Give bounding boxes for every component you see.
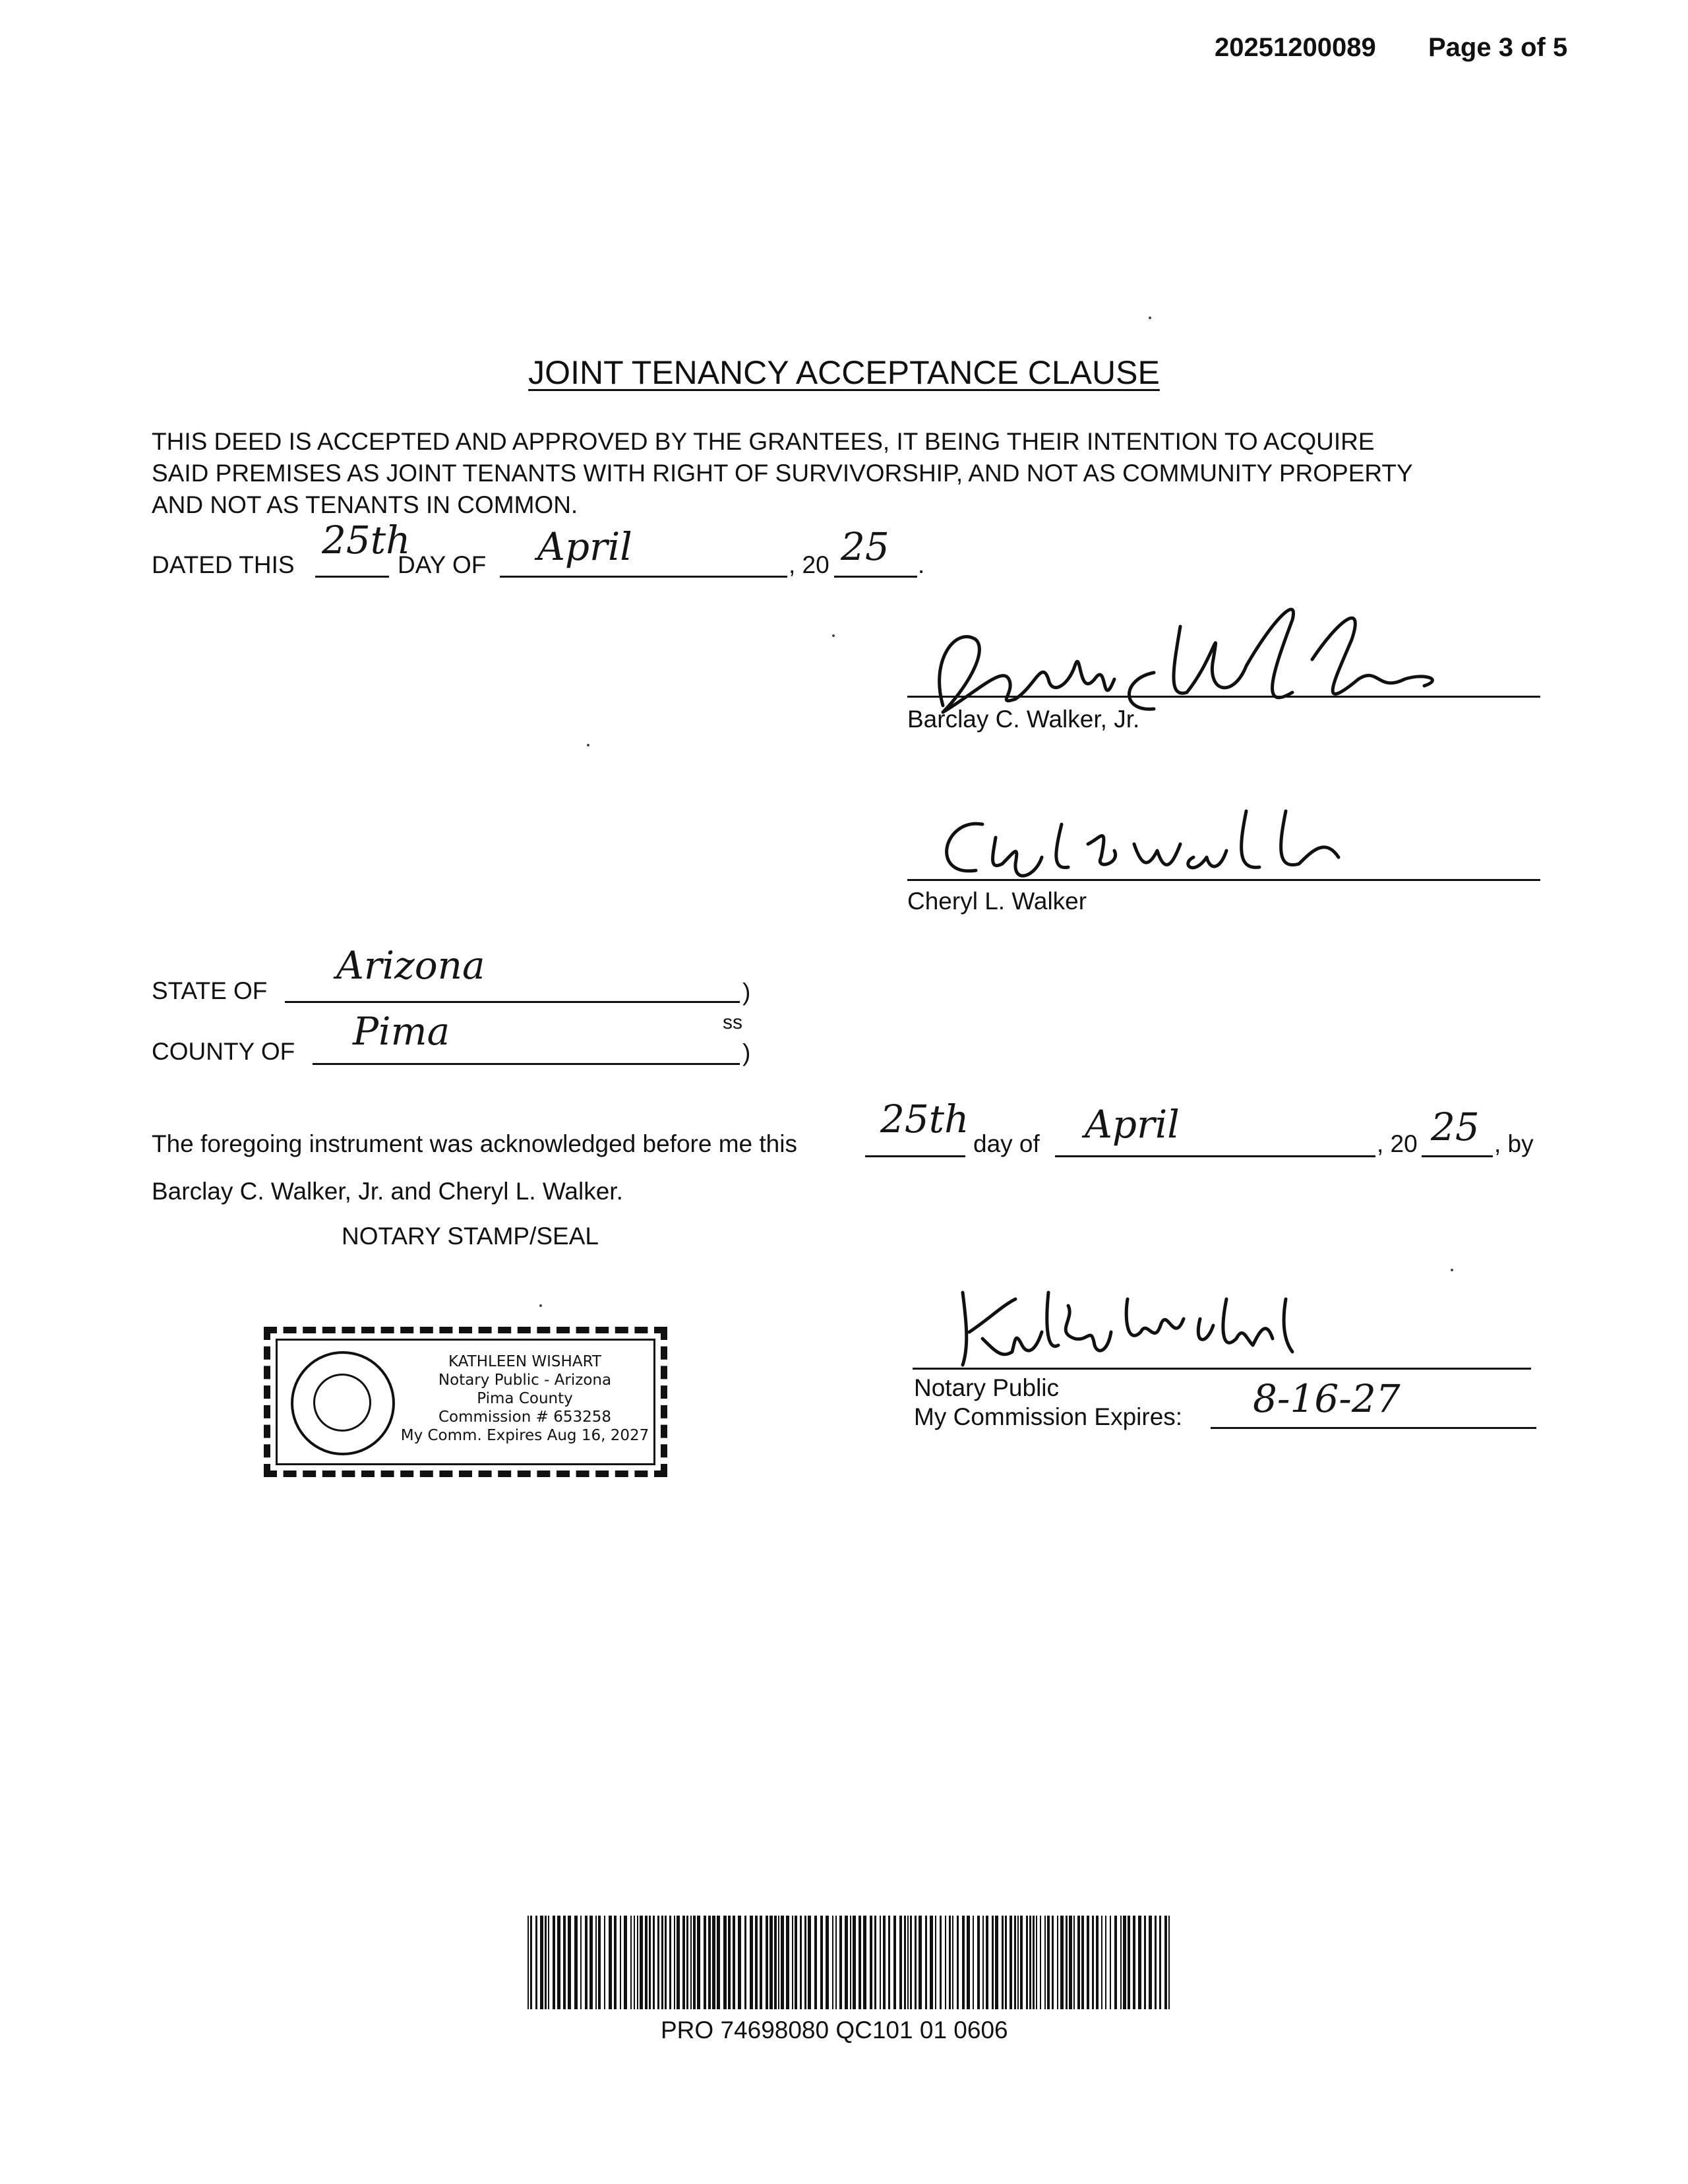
barcode-bar (1077, 1916, 1080, 2009)
barcode-bar (907, 1916, 909, 2009)
scan-speck (587, 744, 589, 746)
barcode-bar (1081, 1916, 1084, 2009)
barcode-bar (598, 1916, 601, 2009)
barcode-bar (640, 1916, 643, 2009)
venue-paren: ) (742, 1039, 751, 1066)
barcode-bar (1114, 1916, 1117, 2009)
barcode-bar (781, 1916, 784, 2009)
paragraph-line: SAID PREMISES AS JOINT TENANTS WITH RIGHT OF SURVIVORSHIP, AND NOT AS COMMUNITY PROPERTY (152, 460, 1413, 487)
scan-speck (1149, 317, 1151, 319)
dated-year-line (834, 576, 917, 578)
ack-year-prefix: , 20 (1377, 1130, 1418, 1157)
barcode-bar (585, 1916, 588, 2009)
barcode-bar (769, 1916, 773, 2009)
barcode-bar (814, 1916, 817, 2009)
barcode-bar (620, 1916, 621, 2009)
barcode-bar (1010, 1916, 1012, 2009)
paragraph-line: AND NOT AS TENANTS IN COMMON. (152, 491, 578, 518)
barcode-bar (845, 1916, 848, 2009)
barcode-bar (967, 1916, 970, 2009)
stamp-line: KATHLEEN WISHART (448, 1353, 601, 1370)
barcode-bar (904, 1916, 906, 2009)
barcode-bar (760, 1916, 762, 2009)
barcode-bar (1036, 1916, 1037, 2009)
barcode-bar (774, 1916, 777, 2009)
barcode-bar (1120, 1916, 1122, 2009)
cheryl-walker-signature (903, 798, 1404, 897)
barcode-bar (863, 1916, 866, 2009)
barcode-bar (930, 1916, 933, 2009)
barcode-bar (630, 1916, 632, 2009)
ack-year-value: 25 (1431, 1105, 1480, 1149)
barcode-bar (1123, 1916, 1126, 2009)
state-value: Arizona (336, 943, 485, 988)
stamp-line: Notary Public - Arizona (438, 1372, 612, 1389)
barcode-bar (1069, 1916, 1072, 2009)
barcode-bar (1020, 1916, 1023, 2009)
barcode-bar (574, 1916, 578, 2009)
acknowledgment-names: Barclay C. Walker, Jr. and Cheryl L. Walker. (152, 1178, 623, 1205)
state-seal-icon (291, 1351, 395, 1455)
barcode-bar (557, 1916, 560, 2009)
barcode-bar (1096, 1916, 1099, 2009)
barcode-bar (1087, 1916, 1089, 2009)
barcode-bar (880, 1916, 881, 2009)
barcode-bar (637, 1916, 638, 2009)
page-indicator: Page 3 of 5 (1428, 33, 1568, 62)
barcode-bar (1133, 1916, 1135, 2009)
barcode-bar (962, 1916, 965, 2009)
barcode-bar (870, 1916, 872, 2009)
barcode-bar (1164, 1916, 1167, 2009)
barcode-bar (1155, 1916, 1157, 2009)
barcode-bar (1040, 1916, 1041, 2009)
scan-speck (539, 1304, 542, 1307)
barcode-bar (1033, 1916, 1035, 2009)
barcode-bar (665, 1916, 667, 2009)
barcode-bar (624, 1916, 627, 2009)
document-number: 20251200089 (1215, 33, 1376, 62)
barcode-bar (708, 1916, 711, 2009)
state-label: STATE OF (152, 977, 268, 1004)
barcode-bar (995, 1916, 998, 2009)
barcode-bar (1159, 1916, 1161, 2009)
barcode-bar (940, 1916, 942, 2009)
barcode-bar (634, 1916, 635, 2009)
barcode-bar (609, 1916, 612, 2009)
barcode-bar (563, 1916, 566, 2009)
scan-speck (832, 634, 835, 637)
dated-day-of-label: DAY OF (398, 551, 487, 578)
dated-year-value: 25 (841, 524, 889, 569)
barcode-bar (712, 1916, 715, 2009)
barcode-bar (723, 1916, 727, 2009)
barcode-bar (808, 1916, 811, 2009)
county-value: Pima (353, 1009, 450, 1054)
state-line (285, 1001, 740, 1003)
barcode-bar (893, 1916, 896, 2009)
barcode-bar (1002, 1916, 1004, 2009)
acceptance-paragraph (152, 426, 1550, 521)
barcode-bar (645, 1916, 648, 2009)
ack-day-value: 25th (880, 1097, 969, 1141)
ack-day-line (865, 1155, 965, 1157)
barcode-bar (686, 1916, 688, 2009)
stamp-line: Pima County (477, 1390, 573, 1407)
barcode-bar (925, 1916, 927, 2009)
venue-paren: ) (742, 979, 751, 1006)
barcode-bar (778, 1916, 779, 2009)
stamp-caption: NOTARY STAMP/SEAL (342, 1223, 599, 1250)
barcode-bar (1066, 1916, 1068, 2009)
barcode-bar (690, 1916, 692, 2009)
barcode-bar (1168, 1916, 1170, 2009)
county-line (313, 1063, 740, 1065)
signer-name-1: Barclay C. Walker, Jr. (907, 706, 1140, 733)
barcode-bar (649, 1916, 651, 2009)
barcode-text: PRO 74698080 QC101 01 0606 (661, 2017, 1008, 2044)
notary-title: Notary Public (914, 1374, 1060, 1401)
dated-month-line (500, 576, 787, 578)
barcode-bar (795, 1916, 797, 2009)
barcode-bar (973, 1916, 974, 2009)
barcode-bar (874, 1916, 876, 2009)
barcode-bar (1052, 1916, 1054, 2009)
barcode-bar (553, 1916, 555, 2009)
barcode-bar (653, 1916, 655, 2009)
ss-label: ss (723, 1012, 742, 1033)
barcode-bar (804, 1916, 806, 2009)
barcode-bar (839, 1916, 842, 2009)
barcode-bar (535, 1916, 537, 2009)
barcode-bar (850, 1916, 851, 2009)
barcode-bar (693, 1916, 696, 2009)
barcode-bar (832, 1916, 833, 2009)
dated-year-prefix: , 20 (789, 551, 829, 578)
barcode-bar (1105, 1916, 1106, 2009)
barcode-bar (1057, 1916, 1058, 2009)
barcode-bar (786, 1916, 789, 2009)
barcode-bar (1128, 1916, 1130, 2009)
barcode-bar (540, 1916, 543, 2009)
barcode-bar (992, 1916, 994, 2009)
barcode-bar (728, 1916, 731, 2009)
barcode-bar (669, 1916, 671, 2009)
dated-label: DATED THIS (152, 551, 295, 578)
barcode-bar (1047, 1916, 1050, 2009)
barcode-bar (661, 1916, 663, 2009)
barcode-bar (604, 1916, 605, 2009)
dated-day-value: 25th (322, 518, 411, 562)
barcode-bar (977, 1916, 980, 2009)
barcode-bar (800, 1916, 802, 2009)
barcode-bar (1073, 1916, 1075, 2009)
barcode-bar (1029, 1916, 1031, 2009)
barcode-bar (530, 1916, 532, 2009)
barcode-bar (1149, 1916, 1152, 2009)
ack-suffix: , by (1494, 1130, 1534, 1157)
commission-expires-label: My Commission Expires: (914, 1403, 1183, 1430)
ack-month-line (1055, 1155, 1375, 1157)
stamp-text (396, 1352, 653, 1445)
signature-line (907, 696, 1540, 698)
page-title: JOINT TENANCY ACCEPTANCE CLAUSE (528, 354, 1160, 391)
barcode-bar (957, 1916, 959, 2009)
barcode-bar (1138, 1916, 1141, 2009)
barcode-bar (738, 1916, 741, 2009)
barcode-bar (888, 1916, 890, 2009)
barcode-bar (580, 1916, 582, 2009)
barcode-bar (826, 1916, 829, 2009)
barcode-bar (528, 1916, 529, 2009)
barcode-bar (614, 1916, 617, 2009)
barcode-bar (1092, 1916, 1094, 2009)
acknowledgment-text: The foregoing instrument was acknowledged before me this (152, 1130, 797, 1157)
barcode-bar (982, 1916, 984, 2009)
barcode-bar (1044, 1916, 1046, 2009)
barcode-bar (835, 1916, 837, 2009)
notary-signature (950, 1279, 1345, 1372)
signature-line (907, 879, 1540, 881)
barcode-bar (697, 1916, 700, 2009)
notary-signature-line (913, 1368, 1531, 1370)
barcode-bar (657, 1916, 659, 2009)
barcode-bar (915, 1916, 917, 2009)
barcode-bar (704, 1916, 706, 2009)
barcode-bar (766, 1916, 768, 2009)
barcode-bar (859, 1916, 861, 2009)
barcode-bar (1017, 1916, 1019, 2009)
barcode-bar (677, 1916, 680, 2009)
barcode-bar (853, 1916, 856, 2009)
barcode-bar (952, 1916, 953, 2009)
barcode-bar (733, 1916, 735, 2009)
dated-day-line (315, 576, 389, 578)
barcode-bar (717, 1916, 720, 2009)
barcode-bar (919, 1916, 922, 2009)
ack-year-line (1422, 1155, 1493, 1157)
barcode-bar (595, 1916, 597, 2009)
barcode-bar (750, 1916, 753, 2009)
dated-period: . (918, 551, 925, 578)
dated-month-value: April (537, 524, 632, 569)
commission-expires-line (1211, 1427, 1536, 1429)
paragraph-line: THIS DEED IS ACCEPTED AND APPROVED BY THE GRANTEES, IT BEING THEIR INTENTION TO ACQUIRE (152, 428, 1375, 455)
barcode-bar (568, 1916, 571, 2009)
barcode-bar (945, 1916, 946, 2009)
stamp-line: Commission # 653258 (438, 1409, 612, 1426)
barcode-bar (1014, 1916, 1016, 2009)
barcode-bar (1110, 1916, 1111, 2009)
stamp-border (276, 1339, 655, 1465)
ack-month-value: April (1085, 1102, 1180, 1147)
barcode-bar (682, 1916, 685, 2009)
barcode-bar (986, 1916, 988, 2009)
signer-name-2: Cheryl L. Walker (907, 888, 1087, 915)
barcode-bar (935, 1916, 936, 2009)
barcode-bar (548, 1916, 549, 2009)
commission-expires-value: 8-16-27 (1253, 1376, 1401, 1421)
barcode-bar (1144, 1916, 1146, 2009)
ack-day-of-label: day of (973, 1130, 1040, 1157)
document-barcode (528, 1916, 1170, 2009)
barcode-bar (910, 1916, 912, 2009)
barcode-bar (545, 1916, 547, 2009)
barcode-bar (744, 1916, 746, 2009)
barcode-bar (674, 1916, 675, 2009)
county-label: COUNTY OF (152, 1038, 295, 1065)
barcode-bar (899, 1916, 902, 2009)
barcode-bar (792, 1916, 793, 2009)
barcode-bar (1060, 1916, 1064, 2009)
barcode-bar (1005, 1916, 1007, 2009)
barcode-bar (755, 1916, 758, 2009)
notary-stamp (264, 1327, 667, 1477)
barcode-bar (949, 1916, 951, 2009)
barcode-bar (883, 1916, 886, 2009)
barcode-bar (589, 1916, 593, 2009)
scan-speck (1451, 1269, 1453, 1271)
barcode-bar (1101, 1916, 1102, 2009)
barcode-bar (1026, 1916, 1028, 2009)
stamp-line: My Comm. Expires Aug 16, 2027 (400, 1427, 649, 1444)
barcode-bar (820, 1916, 823, 2009)
